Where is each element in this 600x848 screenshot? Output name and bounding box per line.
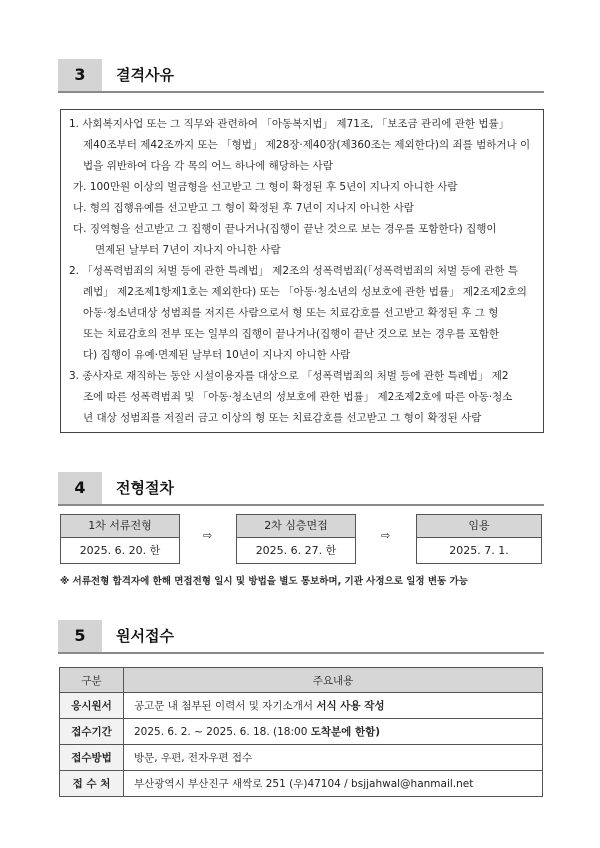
process-step-3	[416, 514, 542, 564]
process-step-1	[60, 514, 180, 564]
disqualification-line: 나. 형의 집행유예를 선고받고 그 형이 확정된 후 7년이 지나지 아니한 사람	[73, 202, 414, 214]
row-key: 접수기간	[60, 719, 124, 745]
disqualification-line: 다. 징역형을 선고받고 그 집행이 끝나거나(집행이 끝난 것으로 보는 경우를 포함한다) 집행이	[73, 223, 497, 235]
section-divider	[58, 652, 544, 654]
step-date: 2025. 6. 27. 한	[255, 544, 337, 557]
section-title: 전형절차	[116, 479, 174, 497]
row-value	[124, 693, 543, 719]
section-header-3	[58, 59, 544, 93]
section-number: 4	[58, 472, 102, 506]
application-table	[59, 667, 543, 797]
disqualification-line: 또는 치료감호의 전부 또는 일부의 집행이 끝나거나(집행이 끝난 것으로 보는 경우를 포함한	[83, 328, 500, 340]
row-value-emphasis: 서식 사용 작성	[316, 700, 385, 712]
header-value: 주요내용	[124, 668, 543, 693]
process-note: ※ 서류전형 합격자에 한해 면접전형 일시 및 방법을 별도 통보하며, 기관 사정으로 일정 변동 가능	[60, 576, 468, 587]
row-value	[124, 745, 543, 771]
row-key: 접 수 처	[60, 771, 124, 797]
row-value	[124, 771, 543, 797]
section-divider	[58, 504, 544, 506]
step-label: 임용	[417, 515, 541, 538]
disqualification-line: 다) 집행이 유예·면제된 날부터 10년이 지나지 아니한 사람	[83, 349, 351, 361]
disqualification-line: 조에 따른 성폭력범죄 및 「아동·청소년의 성보호에 관한 법률」 제2조제2호에 따른 아동·청소	[83, 391, 513, 403]
row-value-text: 부산광역시 부산진구 새싹로 251 (우)47104 / bsjjahwal@hanmail.net	[134, 778, 474, 790]
table-header-row	[60, 668, 543, 693]
row-value-text: 공고문 내 첨부된 이력서 및 자기소개서	[134, 700, 317, 712]
section-header-4	[58, 472, 544, 506]
arrow-right-icon: ⇨	[381, 529, 391, 542]
disqualification-line: 제40조부터 제42조까지 또는 「형법」 제28장·제40장(제360조는 제외한다)의 죄를 범하거나 이	[83, 139, 531, 151]
disqualification-line: 3. 종사자로 재직하는 동안 시설이용자를 대상으로 「성폭력범죄의 처벌 등에 관한 특례법」 제2	[69, 370, 509, 382]
disqualification-line: 례법」 제2조제1항제1호는 제외한다) 또는 「아동·청소년의 성보호에 관한 법률」 제2조제2호의	[83, 286, 527, 298]
arrow-right-icon: ⇨	[203, 529, 213, 542]
disqualification-line: 2. 「성폭력범죄의 처벌 등에 관한 특례법」 제2조의 성폭력범죄(「성폭력범죄의 처벌 등에 관한 특	[69, 265, 518, 277]
disqualification-line: 1. 사회복지사업 또는 그 직무와 관련하여 「아동복지법」 제71조, 「보조금 관리에 관한 법률」	[69, 118, 510, 130]
section-number: 5	[58, 620, 102, 654]
table-row	[60, 693, 543, 719]
disqualification-line: 아동·청소년대상 성범죄를 저지른 사람으로서 형 또는 치료감호를 선고받고 확정된 후 그 형	[83, 307, 499, 319]
table-row	[60, 745, 543, 771]
disqualification-line: 법을 위반하여 다음 각 목의 어느 하나에 해당하는 사람	[83, 160, 333, 172]
row-value-text: 방문, 우편, 전자우편 접수	[134, 752, 253, 764]
disqualification-line: 년 대상 성범죄를 저질러 금고 이상의 형 또는 치료감호를 선고받고 그 형이 확정된 사람	[83, 412, 482, 424]
step-label: 2차 심층면접	[237, 515, 355, 538]
table-row	[60, 719, 543, 745]
disqualification-box	[60, 109, 544, 433]
row-value-emphasis: 도착분에 한함)	[310, 726, 381, 738]
row-key: 접수방법	[60, 745, 124, 771]
section-number: 3	[58, 59, 102, 93]
step-date: 2025. 7. 1.	[449, 544, 509, 557]
disqualification-line: 면제된 날부터 7년이 지나지 아니한 사람	[95, 244, 281, 256]
section-title: 결격사유	[116, 66, 174, 84]
section-header-5	[58, 620, 544, 654]
section-divider	[58, 91, 544, 93]
disqualification-line: 가. 100만원 이상의 벌금형을 선고받고 그 형이 확정된 후 5년이 지나지 아니한 사람	[73, 181, 458, 193]
header-key: 구분	[60, 668, 124, 693]
process-step-2	[236, 514, 356, 564]
section-title: 원서접수	[116, 627, 174, 645]
row-value-text: 2025. 6. 2. ~ 2025. 6. 18. (18:00	[134, 726, 311, 738]
table-row	[60, 771, 543, 797]
row-key: 응시원서	[60, 693, 124, 719]
row-value	[124, 719, 543, 745]
step-label: 1차 서류전형	[61, 515, 179, 538]
step-date: 2025. 6. 20. 한	[79, 544, 161, 557]
